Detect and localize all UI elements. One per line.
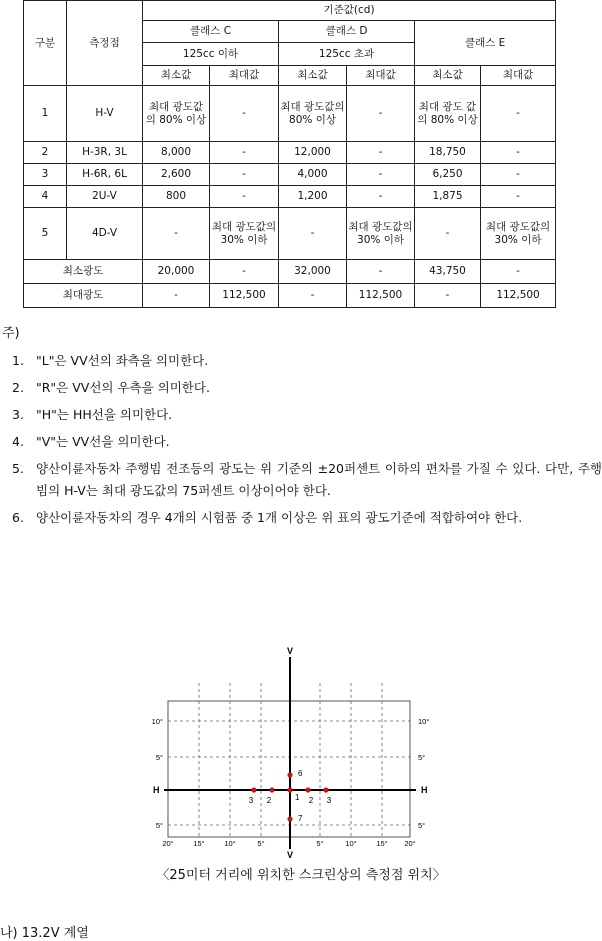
- row-no: 1: [24, 86, 67, 142]
- cell-c-max: -: [210, 142, 279, 164]
- point-label: 3: [248, 796, 254, 805]
- note-text: 양산이륜자동차 주행빔 전조등의 광도는 위 기준의 ±20퍼센트 이하의 편차를 가질 수 있다. 다만, 주행빔의 H-V는 최대 광도값의 75퍼센트 이상이어야 한다.: [36, 461, 602, 498]
- cell-d-max: -: [347, 186, 415, 208]
- tick-bottom: 20°: [162, 839, 174, 848]
- tick-bottom: 20°: [404, 839, 416, 848]
- cell-c-min: -: [143, 208, 210, 260]
- point-3-left: [251, 787, 256, 792]
- header-max: 최대값: [347, 66, 415, 86]
- header-class-e: 클래스 E: [415, 21, 556, 66]
- point-7: [287, 816, 292, 821]
- max-label: 최대광도: [24, 284, 143, 308]
- table-row: [24, 86, 556, 142]
- cell-c-max: 최대 광도값의 30% 이하: [210, 208, 279, 260]
- max-value: -: [415, 284, 481, 308]
- cell-e-min: 최대 광도 값의 80% 이상: [415, 86, 481, 142]
- cell-d-min: 1,200: [279, 186, 347, 208]
- table-row: [24, 164, 556, 186]
- row-no: 3: [24, 164, 67, 186]
- row-point: 2U-V: [67, 186, 143, 208]
- point-1: [287, 787, 292, 792]
- header-max: 최대값: [210, 66, 279, 86]
- table-row-min: [24, 260, 556, 284]
- cell-c-min: 최대 광도값의 80% 이상: [143, 86, 210, 142]
- point-6: [287, 772, 292, 777]
- header-max: 최대값: [481, 66, 556, 86]
- row-no: 2: [24, 142, 67, 164]
- point-label: 6: [298, 769, 303, 778]
- cell-e-max: -: [481, 186, 556, 208]
- table-row-max: [24, 284, 556, 308]
- cell-d-max: -: [347, 164, 415, 186]
- tick-bottom: 15°: [193, 839, 205, 848]
- header-min: 최소값: [415, 66, 481, 86]
- min-value: 43,750: [415, 260, 481, 284]
- tick-left: 5°: [155, 753, 163, 762]
- table-row: [24, 208, 556, 260]
- cell-d-min: 4,000: [279, 164, 347, 186]
- point-3-right: [323, 787, 328, 792]
- notes-heading: 주): [2, 326, 20, 341]
- tick-left: 5°: [155, 821, 163, 830]
- header-group: 구분: [24, 1, 67, 86]
- note-number: 3.: [12, 407, 24, 422]
- max-value: 112,500: [210, 284, 279, 308]
- h-label-right: H: [421, 785, 428, 795]
- point-label: 2: [308, 796, 314, 805]
- note-item: [12, 458, 602, 502]
- cell-e-min: 1,875: [415, 186, 481, 208]
- max-value: 112,500: [481, 284, 556, 308]
- row-no: 4: [24, 186, 67, 208]
- cell-d-max: -: [347, 86, 415, 142]
- point-2-right: [305, 787, 310, 792]
- point-2-left: [269, 787, 274, 792]
- note-item: [12, 377, 602, 399]
- min-value: 32,000: [279, 260, 347, 284]
- min-value: 20,000: [143, 260, 210, 284]
- h-label-left: H: [153, 785, 160, 795]
- cell-e-max: -: [481, 86, 556, 142]
- cell-c-max: -: [210, 164, 279, 186]
- note-text: "V"는 VV선을 의미한다.: [36, 434, 170, 449]
- cell-c-min: 2,600: [143, 164, 210, 186]
- point-label: 3: [326, 796, 332, 805]
- min-value: -: [347, 260, 415, 284]
- note-item: [12, 507, 602, 529]
- header-min: 최소값: [279, 66, 347, 86]
- v-label-bottom: V: [286, 850, 294, 860]
- min-value: -: [210, 260, 279, 284]
- figure-caption: 〈25미터 거리에 위치한 스크린상의 측정점 위치〉: [156, 868, 446, 883]
- header-class-c: 클래스 C: [143, 21, 279, 43]
- note-number: 5.: [12, 461, 24, 476]
- cell-e-max: -: [481, 142, 556, 164]
- tick-bottom: 5°: [257, 839, 265, 848]
- note-text: "R"은 VV선의 우측을 의미한다.: [36, 380, 210, 395]
- header-reference: 기준값(cd): [143, 1, 556, 21]
- note-number: 4.: [12, 434, 24, 449]
- cell-c-min: 8,000: [143, 142, 210, 164]
- row-no: 5: [24, 208, 67, 260]
- cell-d-max: -: [347, 142, 415, 164]
- note-text: "H"는 HH선을 의미한다.: [36, 407, 173, 422]
- notes-list: [12, 350, 602, 534]
- min-value: -: [481, 260, 556, 284]
- v-label-top: V: [286, 646, 294, 656]
- header-class-d-sub: 125cc 초과: [279, 43, 415, 66]
- note-number: 1.: [12, 353, 24, 368]
- header-class-c-sub: 125cc 이하: [143, 43, 279, 66]
- table-row: [24, 186, 556, 208]
- tick-bottom: 10°: [345, 839, 357, 848]
- row-point: 4D-V: [67, 208, 143, 260]
- note-item: [12, 404, 602, 426]
- cell-c-max: -: [210, 86, 279, 142]
- cell-c-max: -: [210, 186, 279, 208]
- tick-bottom: 15°: [376, 839, 388, 848]
- luminous-intensity-table: [23, 0, 556, 308]
- section-title: 나) 13.2V 계열: [0, 926, 89, 941]
- note-number: 6.: [12, 510, 24, 525]
- note-item: [12, 431, 602, 453]
- header-class-d: 클래스 D: [279, 21, 415, 43]
- tick-right: 10°: [418, 717, 430, 726]
- cell-d-min: 12,000: [279, 142, 347, 164]
- row-point: H-6R, 6L: [67, 164, 143, 186]
- cell-e-min: -: [415, 208, 481, 260]
- header-point: 측정점: [67, 1, 143, 86]
- cell-d-min: 최대 광도값의 80% 이상: [279, 86, 347, 142]
- screen-measurement-diagram: [148, 643, 438, 865]
- tick-bottom: 10°: [224, 839, 236, 848]
- cell-e-min: 6,250: [415, 164, 481, 186]
- header-min: 최소값: [143, 66, 210, 86]
- row-point: H-V: [67, 86, 143, 142]
- cell-c-min: 800: [143, 186, 210, 208]
- table-row: [24, 142, 556, 164]
- max-value: -: [143, 284, 210, 308]
- cell-e-max: 최대 광도값의 30% 이하: [481, 208, 556, 260]
- tick-bottom: 5°: [316, 839, 324, 848]
- note-number: 2.: [12, 380, 24, 395]
- tick-left: 10°: [151, 717, 163, 726]
- row-point: H-3R, 3L: [67, 142, 143, 164]
- cell-d-max: 최대 광도값의 30% 이하: [347, 208, 415, 260]
- note-item: [12, 350, 602, 372]
- cell-d-min: -: [279, 208, 347, 260]
- tick-right: 5°: [418, 821, 426, 830]
- point-label: 2: [266, 796, 272, 805]
- note-text: "L"은 VV선의 좌측을 의미한다.: [36, 353, 209, 368]
- cell-e-max: -: [481, 164, 556, 186]
- tick-right: 5°: [418, 753, 426, 762]
- note-text: 양산이륜자동차의 경우 4개의 시험품 중 1개 이상은 위 표의 광도기준에 적합하여야 한다.: [36, 510, 523, 525]
- max-value: 112,500: [347, 284, 415, 308]
- max-value: -: [279, 284, 347, 308]
- point-label: 1: [295, 793, 300, 802]
- min-label: 최소광도: [24, 260, 143, 284]
- cell-e-min: 18,750: [415, 142, 481, 164]
- point-label: 7: [298, 814, 303, 823]
